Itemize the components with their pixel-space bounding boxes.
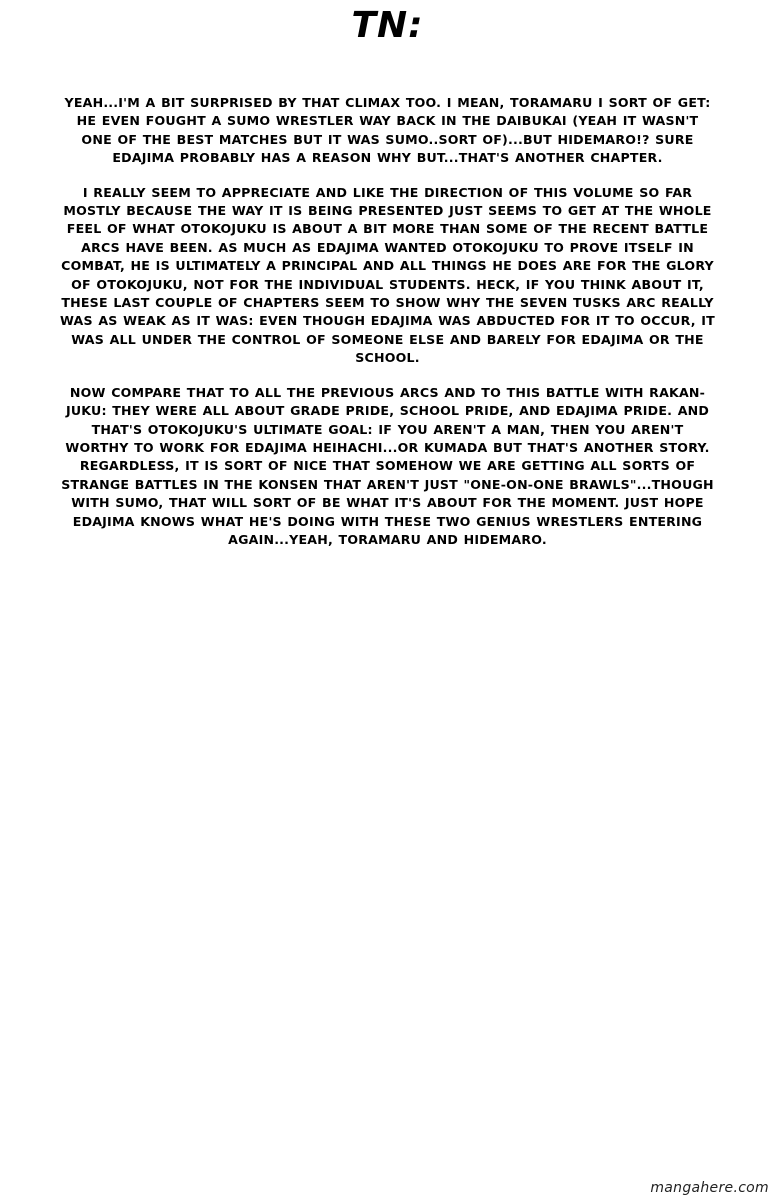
notes-body <box>60 94 715 565</box>
paragraph: YEAH...I'M A BIT SURPRISED BY THAT CLIMAX TOO. I MEAN, TORAMARU I SORT OF GET: HE EVEN FOUGHT A SUMO WRESTLER WAY BACK IN THE DAIBUKAI (YEAH IT WASN'T ONE OF THE BEST MATCHES BUT IT WAS SUMO..SORT OF)...BUT HIDEMARO!? SURE EDAJIMA PROBABLY HAS A REASON WHY BUT...THAT'S ANOTHER CHAPTER. <box>64 95 711 166</box>
page-title: TN: <box>351 5 424 46</box>
paragraph: NOW COMPARE THAT TO ALL THE PREVIOUS ARCS AND TO THIS BATTLE WITH RAKAN-JUKU: THEY WERE ALL ABOUT GRADE PRIDE, SCHOOL PRIDE, AND EDAJIMA PRIDE. AND THAT'S OTOKOJUKU'S ULTIMATE GOAL: IF YOU AREN'T A MAN, THEN YOU AREN'T WORTHY TO WORK FOR EDAJIMA HEIHACHI...OR KUMADA BUT THAT'S ANOTHER STORY. REGARDLESS, IT IS SORT OF NICE THAT SOMEHOW WE ARE GETTING ALL SORTS OF STRANGE BATTLES IN THE KONSEN THAT AREN'T JUST "ONE-ON-ONE BRAWLS"...THOUGH WITH SUMO, THAT WILL SORT OF BE WHAT IT'S ABOUT FOR THE MOMENT. JUST HOPE EDAJIMA KNOWS WHAT HE'S DOING WITH THESE TWO GENIUS WRESTLERS ENTERING AGAIN...YEAH, TORAMARU AND HIDEMARO. <box>61 384 714 547</box>
watermark: mangahere.com <box>650 1180 769 1196</box>
paragraph: I REALLY SEEM TO APPRECIATE AND LIKE THE DIRECTION OF THIS VOLUME SO FAR MOSTLY BECAUSE THE WAY IT IS BEING PRESENTED JUST SEEMS TO GET AT THE WHOLE FEEL OF WHAT OTOKOJUKU IS ABOUT A BIT MORE THAN SOME OF THE RECENT BATTLE ARCS HAVE BEEN. AS MUCH AS EDAJIMA WANTED OTOKOJUKU TO PROVE ITSELF IN COMBAT, HE IS ULTIMATELY A PRINCIPAL AND ALL THINGS HE DOES ARE FOR THE GLORY OF OTOKOJUKU, NOT FOR THE INDIVIDUAL STUDENTS. HECK, IF YOU THINK ABOUT IT, THESE LAST COUPLE OF CHAPTERS SEEM TO SHOW WHY THE SEVEN TUSKS ARC REALLY WAS AS WEAK AS IT WAS: EVEN THOUGH EDAJIMA WAS ABDUCTED FOR IT TO OCCUR, IT WAS ALL UNDER THE CONTROL OF SOMEONE ELSE AND BARELY FOR EDAJIMA OR THE SCHOOL. <box>60 184 715 366</box>
